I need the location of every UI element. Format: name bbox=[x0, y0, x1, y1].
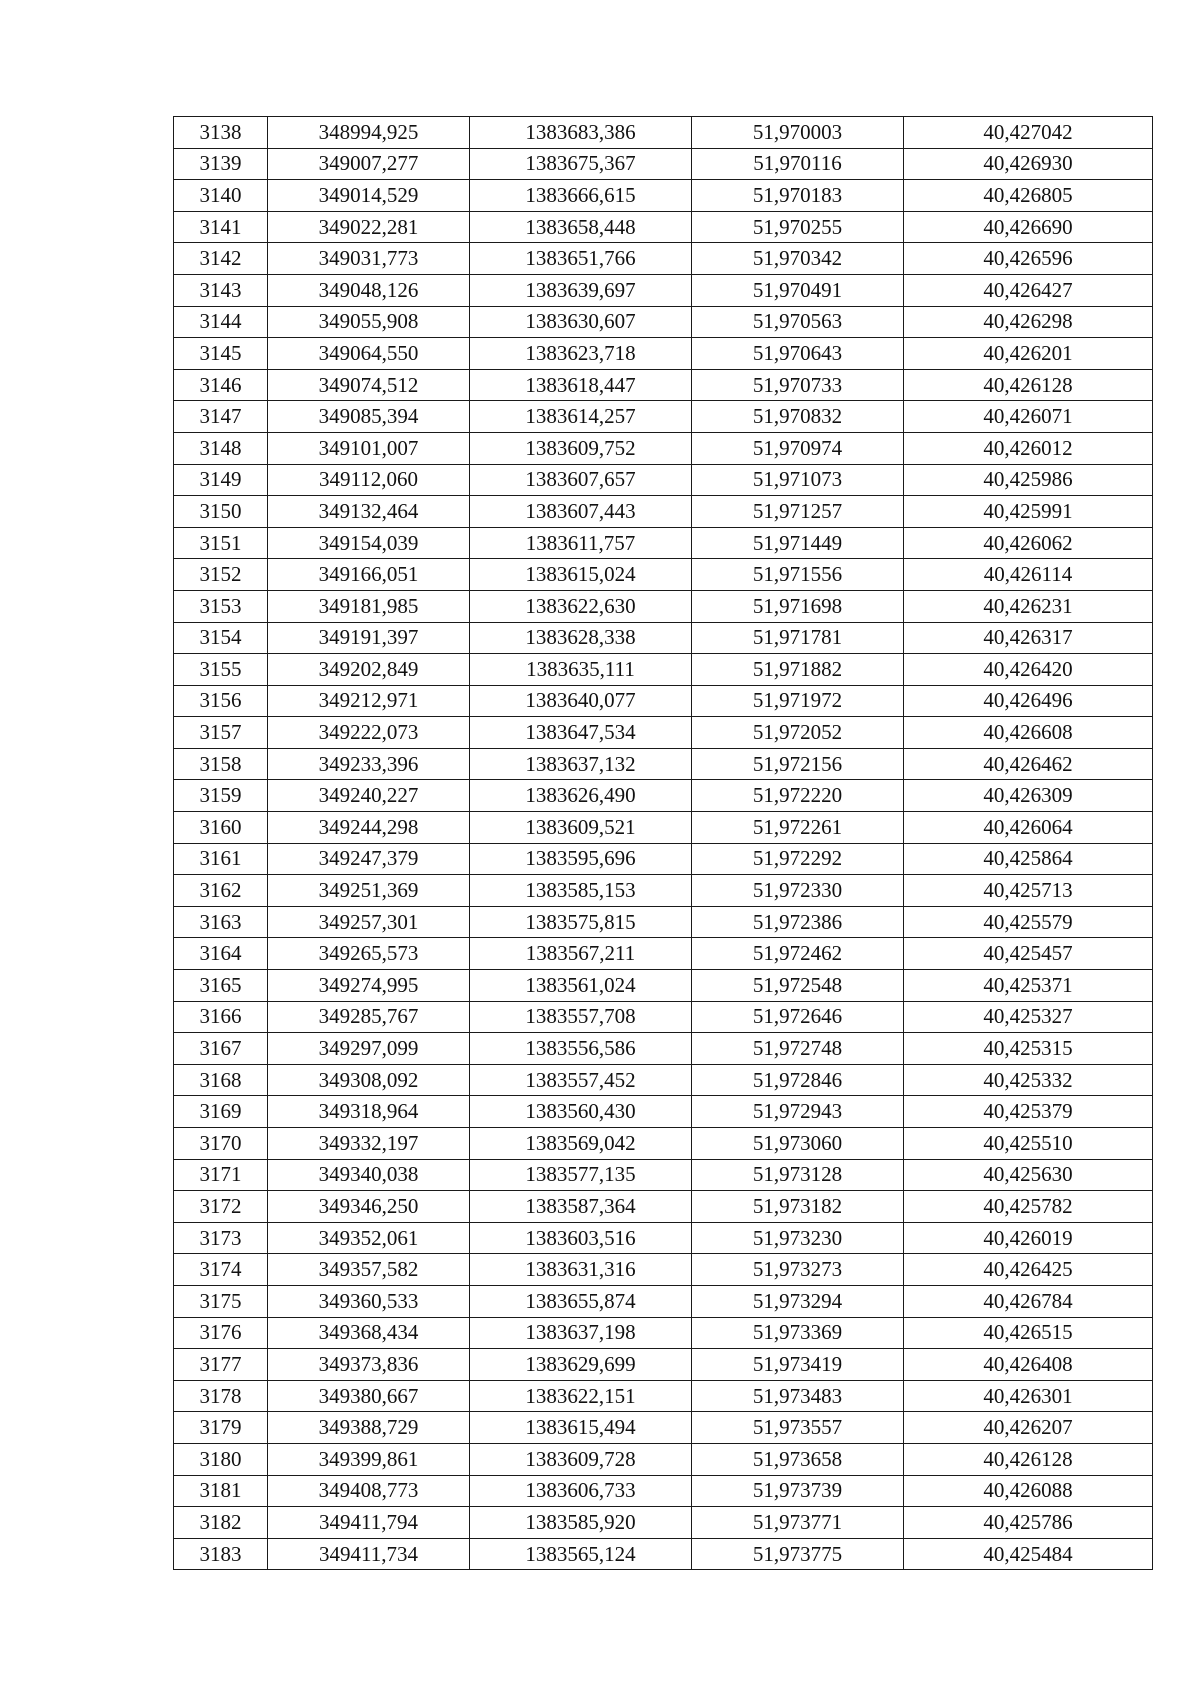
latitude-cell: 51,971073 bbox=[692, 464, 904, 496]
point-number-cell: 3179 bbox=[174, 1412, 268, 1444]
table-row bbox=[174, 464, 1153, 496]
longitude-cell: 40,425457 bbox=[904, 938, 1153, 970]
longitude-cell: 40,426128 bbox=[904, 1443, 1153, 1475]
longitude-cell: 40,426201 bbox=[904, 338, 1153, 370]
y-coordinate-cell: 1383569,042 bbox=[470, 1128, 692, 1160]
longitude-cell: 40,426608 bbox=[904, 717, 1153, 749]
y-coordinate-cell: 1383631,316 bbox=[470, 1254, 692, 1286]
latitude-cell: 51,972748 bbox=[692, 1033, 904, 1065]
point-number-cell: 3170 bbox=[174, 1128, 268, 1160]
longitude-cell: 40,426596 bbox=[904, 243, 1153, 275]
point-number-cell: 3177 bbox=[174, 1349, 268, 1381]
latitude-cell: 51,972292 bbox=[692, 843, 904, 875]
y-coordinate-cell: 1383575,815 bbox=[470, 906, 692, 938]
y-coordinate-cell: 1383666,615 bbox=[470, 180, 692, 212]
x-coordinate-cell: 349212,971 bbox=[268, 685, 470, 717]
latitude-cell: 51,973230 bbox=[692, 1222, 904, 1254]
y-coordinate-cell: 1383609,521 bbox=[470, 812, 692, 844]
point-number-cell: 3180 bbox=[174, 1443, 268, 1475]
x-coordinate-cell: 349022,281 bbox=[268, 211, 470, 243]
y-coordinate-cell: 1383675,367 bbox=[470, 148, 692, 180]
longitude-cell: 40,426420 bbox=[904, 654, 1153, 686]
longitude-cell: 40,426062 bbox=[904, 527, 1153, 559]
x-coordinate-cell: 349399,861 bbox=[268, 1443, 470, 1475]
y-coordinate-cell: 1383630,607 bbox=[470, 306, 692, 338]
x-coordinate-cell: 349285,767 bbox=[268, 1001, 470, 1033]
point-number-cell: 3143 bbox=[174, 274, 268, 306]
table-row bbox=[174, 559, 1153, 591]
latitude-cell: 51,973060 bbox=[692, 1128, 904, 1160]
y-coordinate-cell: 1383651,766 bbox=[470, 243, 692, 275]
longitude-cell: 40,426088 bbox=[904, 1475, 1153, 1507]
point-number-cell: 3153 bbox=[174, 590, 268, 622]
table-row bbox=[174, 685, 1153, 717]
point-number-cell: 3159 bbox=[174, 780, 268, 812]
y-coordinate-cell: 1383587,364 bbox=[470, 1191, 692, 1223]
longitude-cell: 40,425371 bbox=[904, 970, 1153, 1002]
table-row bbox=[174, 1475, 1153, 1507]
point-number-cell: 3158 bbox=[174, 748, 268, 780]
x-coordinate-cell: 349411,734 bbox=[268, 1538, 470, 1570]
table-row bbox=[174, 1285, 1153, 1317]
longitude-cell: 40,426805 bbox=[904, 180, 1153, 212]
table-row bbox=[174, 843, 1153, 875]
table-row bbox=[174, 274, 1153, 306]
point-number-cell: 3146 bbox=[174, 369, 268, 401]
x-coordinate-cell: 349388,729 bbox=[268, 1412, 470, 1444]
table-row bbox=[174, 654, 1153, 686]
table-row bbox=[174, 1507, 1153, 1539]
x-coordinate-cell: 349007,277 bbox=[268, 148, 470, 180]
longitude-cell: 40,425379 bbox=[904, 1096, 1153, 1128]
longitude-cell: 40,426515 bbox=[904, 1317, 1153, 1349]
point-number-cell: 3141 bbox=[174, 211, 268, 243]
y-coordinate-cell: 1383595,696 bbox=[470, 843, 692, 875]
x-coordinate-cell: 349357,582 bbox=[268, 1254, 470, 1286]
x-coordinate-cell: 349373,836 bbox=[268, 1349, 470, 1381]
y-coordinate-cell: 1383615,024 bbox=[470, 559, 692, 591]
longitude-cell: 40,426408 bbox=[904, 1349, 1153, 1381]
point-number-cell: 3160 bbox=[174, 812, 268, 844]
latitude-cell: 51,972156 bbox=[692, 748, 904, 780]
table-row bbox=[174, 875, 1153, 907]
point-number-cell: 3147 bbox=[174, 401, 268, 433]
latitude-cell: 51,972462 bbox=[692, 938, 904, 970]
latitude-cell: 51,971449 bbox=[692, 527, 904, 559]
point-number-cell: 3152 bbox=[174, 559, 268, 591]
longitude-cell: 40,425782 bbox=[904, 1191, 1153, 1223]
y-coordinate-cell: 1383585,920 bbox=[470, 1507, 692, 1539]
y-coordinate-cell: 1383622,151 bbox=[470, 1380, 692, 1412]
latitude-cell: 51,972846 bbox=[692, 1064, 904, 1096]
table-row bbox=[174, 432, 1153, 464]
table-row bbox=[174, 938, 1153, 970]
latitude-cell: 51,971882 bbox=[692, 654, 904, 686]
table-row bbox=[174, 1380, 1153, 1412]
point-number-cell: 3149 bbox=[174, 464, 268, 496]
table-row bbox=[174, 812, 1153, 844]
latitude-cell: 51,971698 bbox=[692, 590, 904, 622]
table-row bbox=[174, 1128, 1153, 1160]
latitude-cell: 51,970116 bbox=[692, 148, 904, 180]
table-row bbox=[174, 1096, 1153, 1128]
longitude-cell: 40,426114 bbox=[904, 559, 1153, 591]
table-row bbox=[174, 496, 1153, 528]
longitude-cell: 40,425315 bbox=[904, 1033, 1153, 1065]
table-row bbox=[174, 1443, 1153, 1475]
longitude-cell: 40,425713 bbox=[904, 875, 1153, 907]
point-number-cell: 3142 bbox=[174, 243, 268, 275]
point-number-cell: 3144 bbox=[174, 306, 268, 338]
table-row bbox=[174, 748, 1153, 780]
coordinates-table-body bbox=[174, 117, 1153, 1570]
table-row bbox=[174, 780, 1153, 812]
longitude-cell: 40,426425 bbox=[904, 1254, 1153, 1286]
table-row bbox=[174, 590, 1153, 622]
y-coordinate-cell: 1383618,447 bbox=[470, 369, 692, 401]
point-number-cell: 3183 bbox=[174, 1538, 268, 1570]
longitude-cell: 40,426301 bbox=[904, 1380, 1153, 1412]
y-coordinate-cell: 1383609,752 bbox=[470, 432, 692, 464]
point-number-cell: 3182 bbox=[174, 1507, 268, 1539]
point-number-cell: 3167 bbox=[174, 1033, 268, 1065]
point-number-cell: 3172 bbox=[174, 1191, 268, 1223]
y-coordinate-cell: 1383557,452 bbox=[470, 1064, 692, 1096]
x-coordinate-cell: 349308,092 bbox=[268, 1064, 470, 1096]
x-coordinate-cell: 349368,434 bbox=[268, 1317, 470, 1349]
point-number-cell: 3174 bbox=[174, 1254, 268, 1286]
latitude-cell: 51,972646 bbox=[692, 1001, 904, 1033]
y-coordinate-cell: 1383609,728 bbox=[470, 1443, 692, 1475]
x-coordinate-cell: 349380,667 bbox=[268, 1380, 470, 1412]
y-coordinate-cell: 1383565,124 bbox=[470, 1538, 692, 1570]
longitude-cell: 40,427042 bbox=[904, 117, 1153, 149]
latitude-cell: 51,971257 bbox=[692, 496, 904, 528]
table-row bbox=[174, 369, 1153, 401]
point-number-cell: 3163 bbox=[174, 906, 268, 938]
x-coordinate-cell: 349101,007 bbox=[268, 432, 470, 464]
latitude-cell: 51,971781 bbox=[692, 622, 904, 654]
y-coordinate-cell: 1383647,534 bbox=[470, 717, 692, 749]
table-row bbox=[174, 1001, 1153, 1033]
y-coordinate-cell: 1383607,657 bbox=[470, 464, 692, 496]
table-row bbox=[174, 180, 1153, 212]
y-coordinate-cell: 1383606,733 bbox=[470, 1475, 692, 1507]
table-row bbox=[174, 1033, 1153, 1065]
point-number-cell: 3157 bbox=[174, 717, 268, 749]
latitude-cell: 51,970974 bbox=[692, 432, 904, 464]
x-coordinate-cell: 349031,773 bbox=[268, 243, 470, 275]
x-coordinate-cell: 349191,397 bbox=[268, 622, 470, 654]
table-row bbox=[174, 1191, 1153, 1223]
x-coordinate-cell: 349181,985 bbox=[268, 590, 470, 622]
point-number-cell: 3138 bbox=[174, 117, 268, 149]
longitude-cell: 40,425991 bbox=[904, 496, 1153, 528]
x-coordinate-cell: 349411,794 bbox=[268, 1507, 470, 1539]
point-number-cell: 3169 bbox=[174, 1096, 268, 1128]
longitude-cell: 40,425630 bbox=[904, 1159, 1153, 1191]
longitude-cell: 40,426231 bbox=[904, 590, 1153, 622]
y-coordinate-cell: 1383567,211 bbox=[470, 938, 692, 970]
x-coordinate-cell: 349074,512 bbox=[268, 369, 470, 401]
point-number-cell: 3171 bbox=[174, 1159, 268, 1191]
latitude-cell: 51,970643 bbox=[692, 338, 904, 370]
x-coordinate-cell: 349240,227 bbox=[268, 780, 470, 812]
y-coordinate-cell: 1383639,697 bbox=[470, 274, 692, 306]
latitude-cell: 51,970491 bbox=[692, 274, 904, 306]
table-row bbox=[174, 338, 1153, 370]
longitude-cell: 40,425864 bbox=[904, 843, 1153, 875]
x-coordinate-cell: 349318,964 bbox=[268, 1096, 470, 1128]
y-coordinate-cell: 1383658,448 bbox=[470, 211, 692, 243]
latitude-cell: 51,972220 bbox=[692, 780, 904, 812]
point-number-cell: 3162 bbox=[174, 875, 268, 907]
latitude-cell: 51,973369 bbox=[692, 1317, 904, 1349]
y-coordinate-cell: 1383626,490 bbox=[470, 780, 692, 812]
x-coordinate-cell: 349265,573 bbox=[268, 938, 470, 970]
point-number-cell: 3145 bbox=[174, 338, 268, 370]
y-coordinate-cell: 1383607,443 bbox=[470, 496, 692, 528]
latitude-cell: 51,970255 bbox=[692, 211, 904, 243]
latitude-cell: 51,970183 bbox=[692, 180, 904, 212]
latitude-cell: 51,973483 bbox=[692, 1380, 904, 1412]
y-coordinate-cell: 1383577,135 bbox=[470, 1159, 692, 1191]
latitude-cell: 51,972052 bbox=[692, 717, 904, 749]
y-coordinate-cell: 1383622,630 bbox=[470, 590, 692, 622]
longitude-cell: 40,426298 bbox=[904, 306, 1153, 338]
longitude-cell: 40,425786 bbox=[904, 1507, 1153, 1539]
table-row bbox=[174, 1222, 1153, 1254]
latitude-cell: 51,973658 bbox=[692, 1443, 904, 1475]
table-row bbox=[174, 211, 1153, 243]
point-number-cell: 3156 bbox=[174, 685, 268, 717]
table-row bbox=[174, 1064, 1153, 1096]
longitude-cell: 40,426496 bbox=[904, 685, 1153, 717]
longitude-cell: 40,426128 bbox=[904, 369, 1153, 401]
latitude-cell: 51,973419 bbox=[692, 1349, 904, 1381]
x-coordinate-cell: 349346,250 bbox=[268, 1191, 470, 1223]
latitude-cell: 51,970003 bbox=[692, 117, 904, 149]
x-coordinate-cell: 349048,126 bbox=[268, 274, 470, 306]
latitude-cell: 51,970733 bbox=[692, 369, 904, 401]
x-coordinate-cell: 349055,908 bbox=[268, 306, 470, 338]
latitude-cell: 51,972261 bbox=[692, 812, 904, 844]
x-coordinate-cell: 349340,038 bbox=[268, 1159, 470, 1191]
x-coordinate-cell: 349112,060 bbox=[268, 464, 470, 496]
longitude-cell: 40,425510 bbox=[904, 1128, 1153, 1160]
x-coordinate-cell: 348994,925 bbox=[268, 117, 470, 149]
y-coordinate-cell: 1383623,718 bbox=[470, 338, 692, 370]
latitude-cell: 51,973739 bbox=[692, 1475, 904, 1507]
y-coordinate-cell: 1383556,586 bbox=[470, 1033, 692, 1065]
y-coordinate-cell: 1383585,153 bbox=[470, 875, 692, 907]
longitude-cell: 40,426019 bbox=[904, 1222, 1153, 1254]
x-coordinate-cell: 349064,550 bbox=[268, 338, 470, 370]
latitude-cell: 51,971556 bbox=[692, 559, 904, 591]
coordinates-table bbox=[173, 116, 1153, 1570]
point-number-cell: 3155 bbox=[174, 654, 268, 686]
point-number-cell: 3181 bbox=[174, 1475, 268, 1507]
point-number-cell: 3150 bbox=[174, 496, 268, 528]
longitude-cell: 40,425332 bbox=[904, 1064, 1153, 1096]
table-row bbox=[174, 1412, 1153, 1444]
table-row bbox=[174, 906, 1153, 938]
y-coordinate-cell: 1383629,699 bbox=[470, 1349, 692, 1381]
longitude-cell: 40,425986 bbox=[904, 464, 1153, 496]
x-coordinate-cell: 349352,061 bbox=[268, 1222, 470, 1254]
table-row bbox=[174, 306, 1153, 338]
latitude-cell: 51,973182 bbox=[692, 1191, 904, 1223]
longitude-cell: 40,426207 bbox=[904, 1412, 1153, 1444]
latitude-cell: 51,970832 bbox=[692, 401, 904, 433]
y-coordinate-cell: 1383615,494 bbox=[470, 1412, 692, 1444]
x-coordinate-cell: 349244,298 bbox=[268, 812, 470, 844]
latitude-cell: 51,972548 bbox=[692, 970, 904, 1002]
longitude-cell: 40,426071 bbox=[904, 401, 1153, 433]
y-coordinate-cell: 1383603,516 bbox=[470, 1222, 692, 1254]
point-number-cell: 3166 bbox=[174, 1001, 268, 1033]
latitude-cell: 51,972330 bbox=[692, 875, 904, 907]
point-number-cell: 3168 bbox=[174, 1064, 268, 1096]
latitude-cell: 51,973294 bbox=[692, 1285, 904, 1317]
y-coordinate-cell: 1383557,708 bbox=[470, 1001, 692, 1033]
longitude-cell: 40,426784 bbox=[904, 1285, 1153, 1317]
longitude-cell: 40,426012 bbox=[904, 432, 1153, 464]
point-number-cell: 3165 bbox=[174, 970, 268, 1002]
x-coordinate-cell: 349222,073 bbox=[268, 717, 470, 749]
latitude-cell: 51,973273 bbox=[692, 1254, 904, 1286]
latitude-cell: 51,971972 bbox=[692, 685, 904, 717]
point-number-cell: 3161 bbox=[174, 843, 268, 875]
longitude-cell: 40,425327 bbox=[904, 1001, 1153, 1033]
latitude-cell: 51,973775 bbox=[692, 1538, 904, 1570]
latitude-cell: 51,970563 bbox=[692, 306, 904, 338]
point-number-cell: 3151 bbox=[174, 527, 268, 559]
y-coordinate-cell: 1383637,132 bbox=[470, 748, 692, 780]
longitude-cell: 40,426317 bbox=[904, 622, 1153, 654]
y-coordinate-cell: 1383614,257 bbox=[470, 401, 692, 433]
y-coordinate-cell: 1383560,430 bbox=[470, 1096, 692, 1128]
point-number-cell: 3178 bbox=[174, 1380, 268, 1412]
y-coordinate-cell: 1383628,338 bbox=[470, 622, 692, 654]
x-coordinate-cell: 349085,394 bbox=[268, 401, 470, 433]
point-number-cell: 3140 bbox=[174, 180, 268, 212]
x-coordinate-cell: 349233,396 bbox=[268, 748, 470, 780]
longitude-cell: 40,426930 bbox=[904, 148, 1153, 180]
latitude-cell: 51,973771 bbox=[692, 1507, 904, 1539]
longitude-cell: 40,426462 bbox=[904, 748, 1153, 780]
table-row bbox=[174, 1349, 1153, 1381]
y-coordinate-cell: 1383683,386 bbox=[470, 117, 692, 149]
longitude-cell: 40,425579 bbox=[904, 906, 1153, 938]
latitude-cell: 51,973128 bbox=[692, 1159, 904, 1191]
x-coordinate-cell: 349247,379 bbox=[268, 843, 470, 875]
table-row bbox=[174, 622, 1153, 654]
y-coordinate-cell: 1383637,198 bbox=[470, 1317, 692, 1349]
latitude-cell: 51,970342 bbox=[692, 243, 904, 275]
y-coordinate-cell: 1383640,077 bbox=[470, 685, 692, 717]
x-coordinate-cell: 349360,533 bbox=[268, 1285, 470, 1317]
table-row bbox=[174, 1254, 1153, 1286]
x-coordinate-cell: 349202,849 bbox=[268, 654, 470, 686]
longitude-cell: 40,426309 bbox=[904, 780, 1153, 812]
y-coordinate-cell: 1383611,757 bbox=[470, 527, 692, 559]
x-coordinate-cell: 349297,099 bbox=[268, 1033, 470, 1065]
y-coordinate-cell: 1383655,874 bbox=[470, 1285, 692, 1317]
x-coordinate-cell: 349257,301 bbox=[268, 906, 470, 938]
table-row bbox=[174, 1538, 1153, 1570]
x-coordinate-cell: 349132,464 bbox=[268, 496, 470, 528]
x-coordinate-cell: 349251,369 bbox=[268, 875, 470, 907]
table-row bbox=[174, 970, 1153, 1002]
table-row bbox=[174, 717, 1153, 749]
point-number-cell: 3139 bbox=[174, 148, 268, 180]
longitude-cell: 40,426690 bbox=[904, 211, 1153, 243]
point-number-cell: 3154 bbox=[174, 622, 268, 654]
longitude-cell: 40,426064 bbox=[904, 812, 1153, 844]
table-row bbox=[174, 527, 1153, 559]
x-coordinate-cell: 349408,773 bbox=[268, 1475, 470, 1507]
x-coordinate-cell: 349274,995 bbox=[268, 970, 470, 1002]
latitude-cell: 51,973557 bbox=[692, 1412, 904, 1444]
x-coordinate-cell: 349154,039 bbox=[268, 527, 470, 559]
point-number-cell: 3173 bbox=[174, 1222, 268, 1254]
x-coordinate-cell: 349166,051 bbox=[268, 559, 470, 591]
longitude-cell: 40,426427 bbox=[904, 274, 1153, 306]
latitude-cell: 51,972943 bbox=[692, 1096, 904, 1128]
table-row bbox=[174, 1317, 1153, 1349]
y-coordinate-cell: 1383635,111 bbox=[470, 654, 692, 686]
latitude-cell: 51,972386 bbox=[692, 906, 904, 938]
table-row bbox=[174, 117, 1153, 149]
table-row bbox=[174, 401, 1153, 433]
table-row bbox=[174, 148, 1153, 180]
y-coordinate-cell: 1383561,024 bbox=[470, 970, 692, 1002]
point-number-cell: 3176 bbox=[174, 1317, 268, 1349]
x-coordinate-cell: 349332,197 bbox=[268, 1128, 470, 1160]
point-number-cell: 3164 bbox=[174, 938, 268, 970]
point-number-cell: 3175 bbox=[174, 1285, 268, 1317]
longitude-cell: 40,425484 bbox=[904, 1538, 1153, 1570]
table-row bbox=[174, 243, 1153, 275]
table-row bbox=[174, 1159, 1153, 1191]
point-number-cell: 3148 bbox=[174, 432, 268, 464]
x-coordinate-cell: 349014,529 bbox=[268, 180, 470, 212]
